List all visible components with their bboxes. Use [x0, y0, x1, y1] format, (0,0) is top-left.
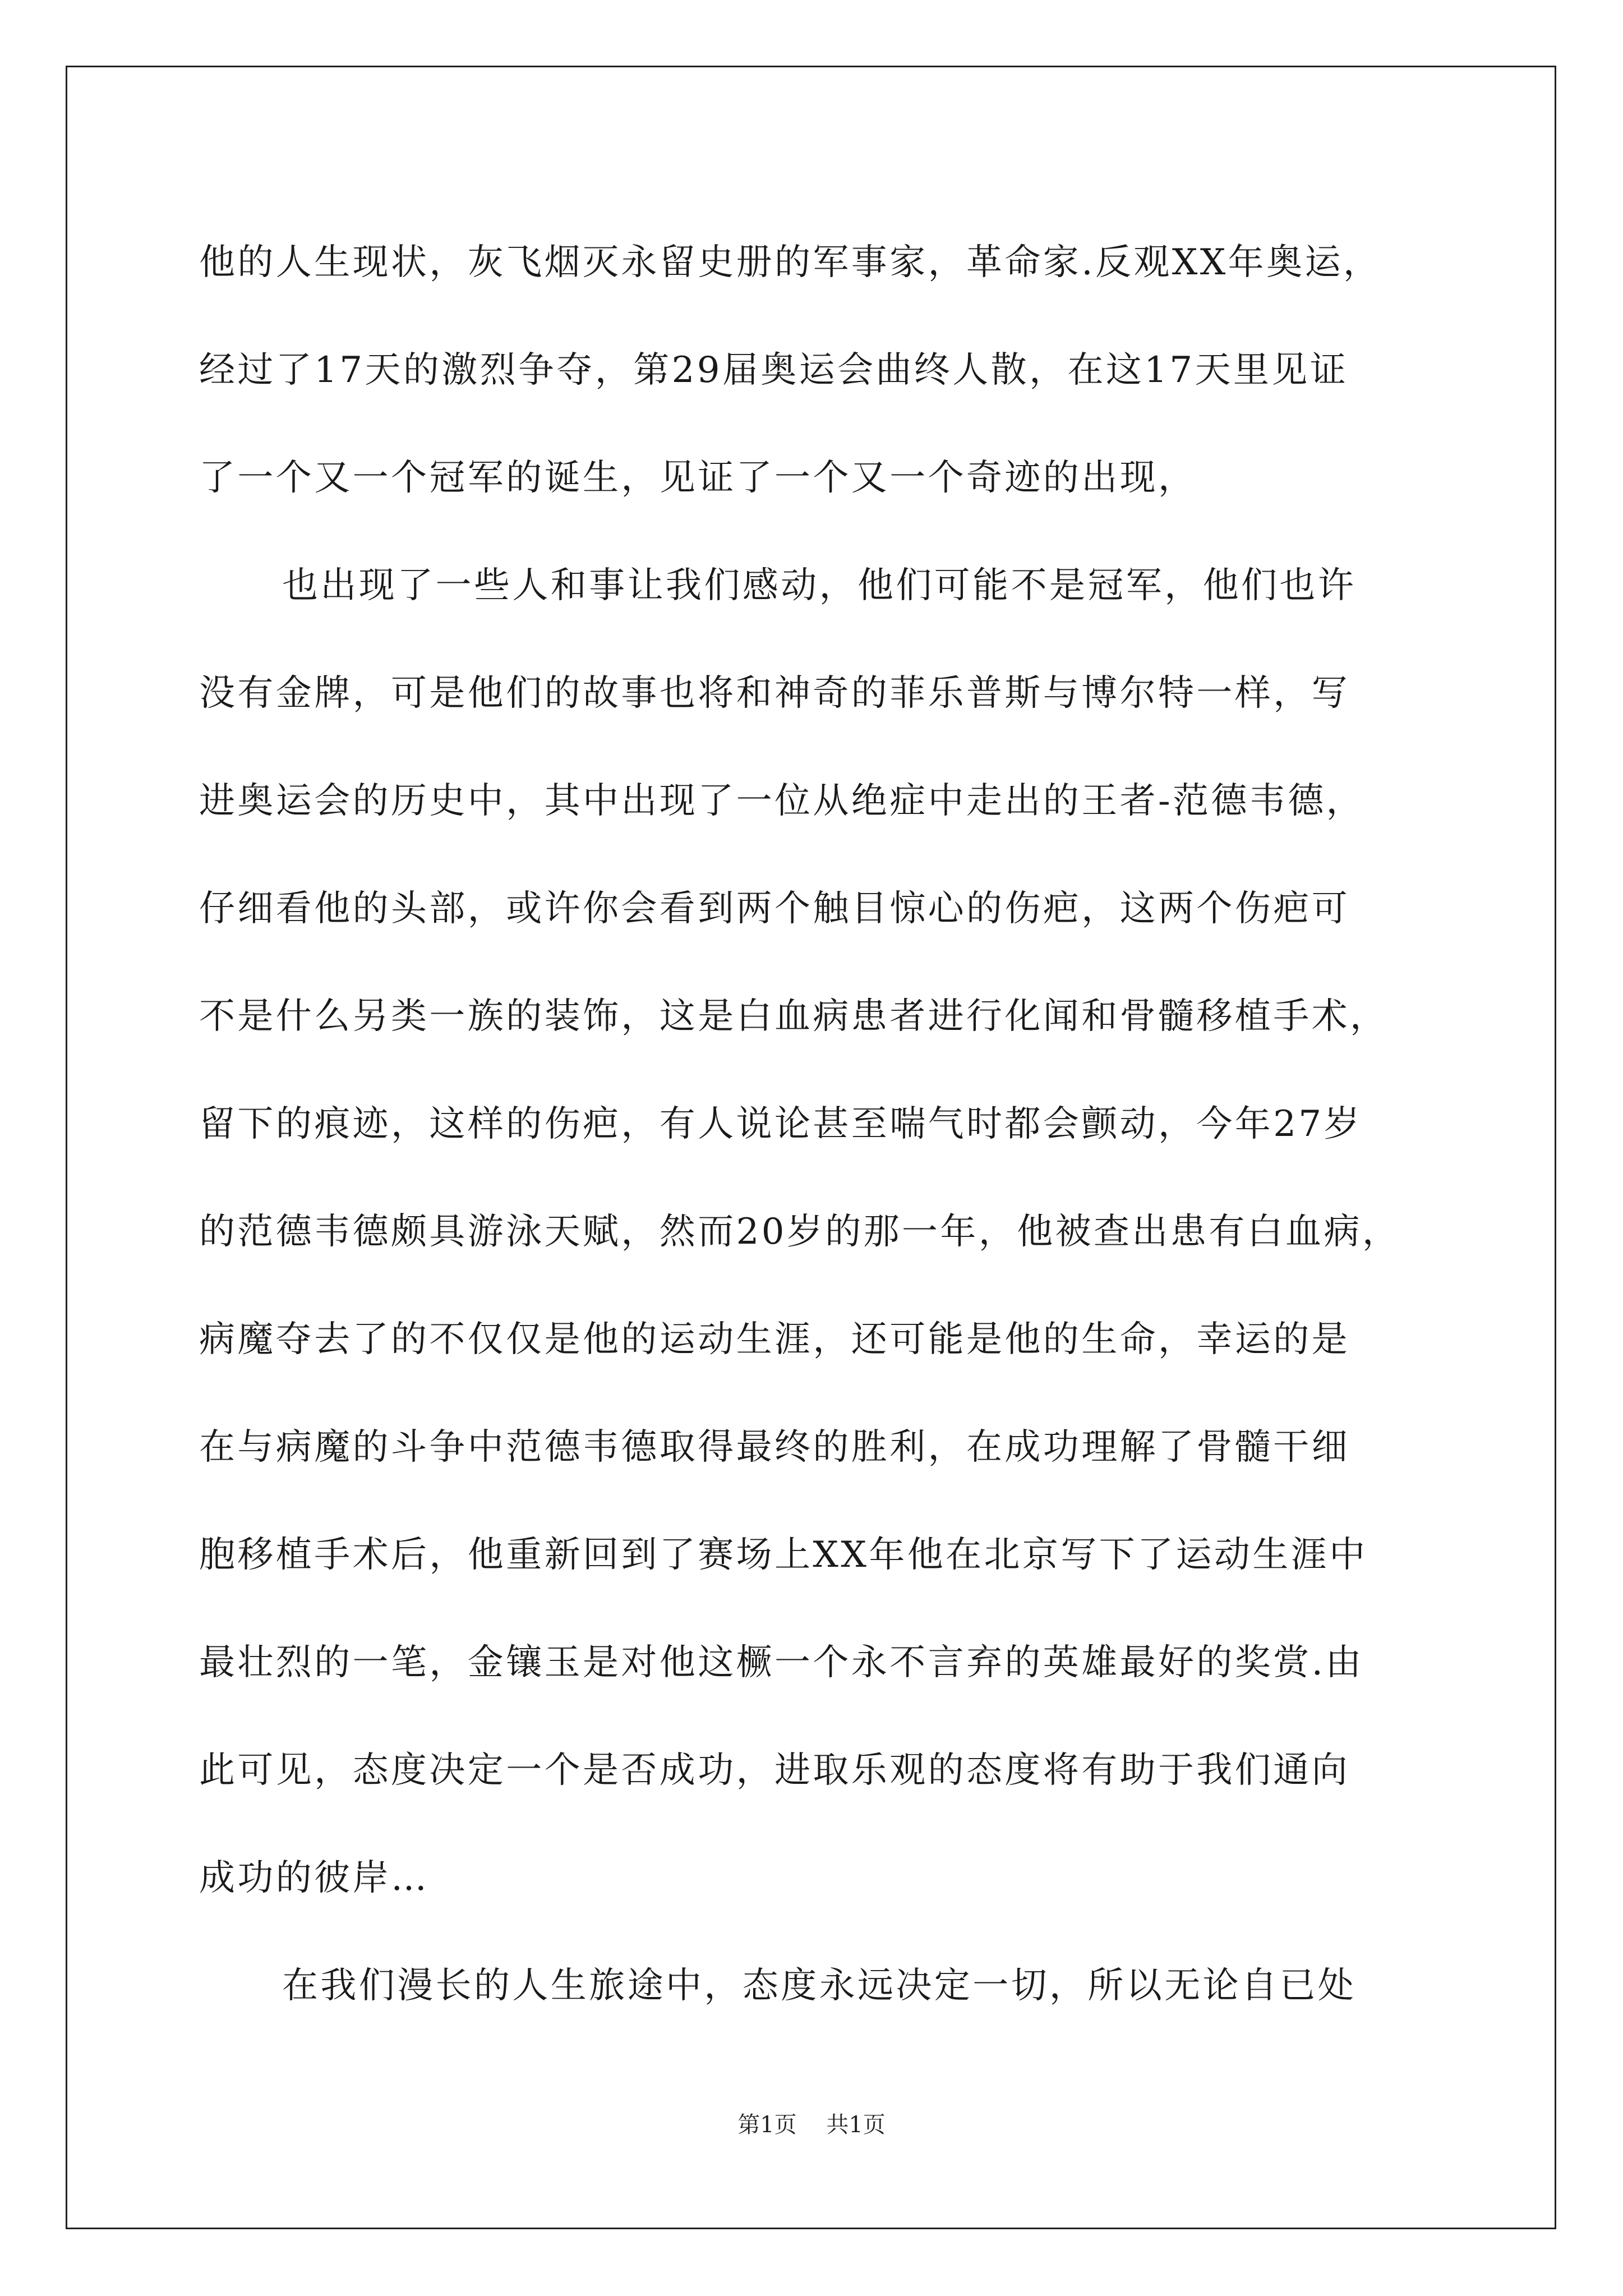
text-line: 胞移植手术后，他重新回到了赛场上XX年他在北京写下了运动生涯中 — [199, 1534, 1368, 1576]
text-line: 了一个又一个冠军的诞生，见证了一个又一个奇迹的出现， — [199, 457, 1197, 499]
text-line: 最壮烈的一笔，金镶玉是对他这橛一个永不言弃的英雄最好的奖赏.由 — [199, 1642, 1364, 1683]
text-line: 仔细看他的头部，或许你会看到两个触目惊心的伤疤，这两个伤疤可 — [199, 888, 1350, 930]
document-body — [199, 209, 1427, 2040]
text-line: 不是什么另类一族的装饰，这是白血病患者进行化闻和骨髓移植手术， — [199, 996, 1389, 1037]
text-line: 的范德韦德颇具游泳天赋，然而20岁的那一年，他被查出患有白血病， — [199, 1211, 1401, 1253]
text-line: 经过了17天的激烈争夺，第29届奥运会曲终人散，在这17天里见证 — [199, 349, 1349, 391]
page-number-total: 共1页 — [826, 2112, 886, 2138]
text-line: 没有金牌，可是他们的故事也将和神奇的菲乐普斯与博尔特一样，写 — [199, 673, 1350, 714]
text-line: 也出现了一些人和事让我们感动，他们可能不是冠军，他们也许 — [282, 565, 1357, 606]
text-line: 此可见，态度决定一个是否成功，进取乐观的态度将有助于我们通向 — [199, 1750, 1350, 1791]
text-line: 成功的彼岸… — [199, 1857, 430, 1899]
text-line: 留下的痕迹，这样的伤疤，有人说论甚至喘气时都会颤动，今年27岁 — [199, 1103, 1362, 1145]
text-line: 在我们漫长的人生旅途中，态度永远决定一切，所以无论自已处 — [282, 1965, 1357, 2007]
page-footer — [0, 2109, 1623, 2141]
text-line: 他的人生现状，灰飞烟灭永留史册的军事家，革命家.反观XX年奥运， — [199, 242, 1382, 283]
text-line: 病魔夺去了的不仅仅是他的运动生涯，还可能是他的生命，幸运的是 — [199, 1319, 1350, 1360]
text-line: 在与病魔的斗争中范德韦德取得最终的胜利，在成功理解了骨髓干细 — [199, 1427, 1350, 1468]
page-number-current: 第1页 — [737, 2112, 797, 2138]
text-line: 进奥运会的历史中，其中出现了一位从绝症中走出的王者-范德韦德， — [199, 780, 1365, 822]
